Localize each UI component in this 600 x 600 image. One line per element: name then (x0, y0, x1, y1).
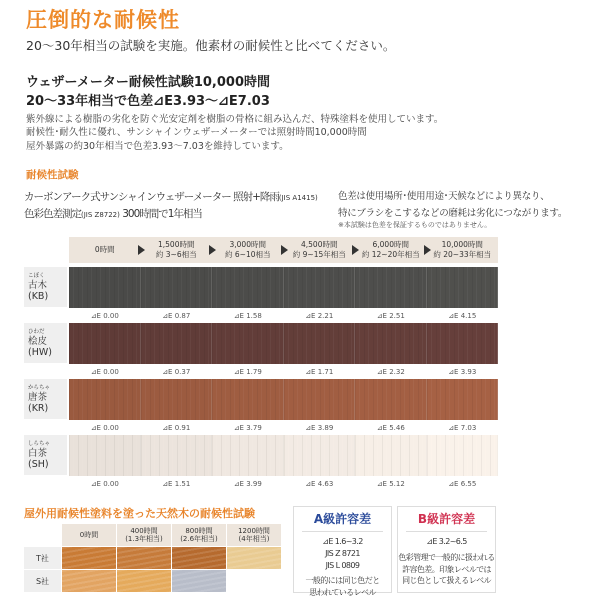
wood-swatch (117, 547, 171, 569)
delta-e-value: ⊿E 2.32 (376, 368, 405, 376)
tolerance-spec: ⊿E 3.2~6.5 (426, 537, 467, 547)
time-years: (4年相当) (238, 535, 270, 543)
swatch-row (69, 267, 498, 308)
time-column-header (141, 237, 213, 263)
color-label (24, 267, 67, 307)
color-label (24, 379, 67, 419)
delta-e-value: ⊿E 4.15 (448, 312, 477, 320)
color-swatch (212, 267, 284, 308)
subtitle: 20〜30年相当の試験を実施。他素材の耐候性と比べてください。 (26, 38, 396, 53)
time-hours: 0時間 (79, 530, 99, 539)
color-swatch (141, 435, 213, 476)
test-measure-text: 300時間で1年相当 (119, 208, 202, 220)
color-swatch (141, 267, 213, 308)
body-line: 屋外暴露の約30年相当で色差3.93〜7.03を維持しています。 (26, 141, 289, 152)
grade-b-box (397, 506, 496, 593)
color-swatch (427, 323, 499, 364)
delta-e-value: ⊿E 6.55 (448, 480, 477, 488)
color-swatch (212, 435, 284, 476)
color-swatch (427, 267, 499, 308)
wood-swatch (227, 547, 281, 569)
time-header (69, 237, 498, 263)
grade-a-content (294, 536, 391, 598)
wood-swatch (62, 570, 116, 592)
time-column-header (69, 237, 141, 263)
tolerance-spec: JIS L 0809 (325, 560, 360, 570)
natural-column-header (227, 524, 281, 546)
color-ruby: しらちゃ (28, 441, 51, 447)
delta-e-row (69, 424, 498, 432)
delta-e-value: ⊿E 0.00 (90, 312, 119, 320)
delta-e-value: ⊿E 0.87 (162, 312, 191, 320)
color-swatch (141, 379, 213, 420)
wood-swatch (172, 570, 226, 592)
description-line: 同じ色として扱えるレベル (402, 576, 491, 586)
delta-e-value: ⊿E 0.37 (162, 368, 191, 376)
description-line: 色彩管理で一般的に扱われる (398, 552, 495, 562)
tolerance-description (398, 552, 495, 587)
color-swatch (355, 267, 427, 308)
color-swatch (284, 267, 356, 308)
tolerance-description (294, 575, 391, 598)
page-title: 圧倒的な耐候性 (26, 8, 180, 32)
delta-e-value: ⊿E 3.79 (233, 424, 262, 432)
color-swatch (284, 379, 356, 420)
disclaimer: ※本試験は色差を保証するものではありません。 (338, 221, 492, 229)
note: 特にブラシをこするなどの磨耗は劣化につながります。 (338, 208, 568, 219)
time-years: 約 12~20年相当 (361, 250, 420, 259)
body-line: 紫外線による樹脂の劣化を防ぐ光安定剤を樹脂の骨格に組み込んだ、特殊塗料を使用しています。 (26, 114, 444, 125)
tolerance-spec: JIS Z 8721 (325, 548, 360, 558)
natural-column-header (117, 524, 171, 546)
headline-1: ウェザーメーター耐候性試験10,000時間 (26, 75, 270, 90)
delta-e-value: ⊿E 3.89 (305, 424, 334, 432)
grade-b-content (398, 536, 495, 586)
body-line: 耐候性･耐久性に優れ、サンシャインウェザーメーターでは照射時間10,000時間 (26, 127, 367, 138)
natural-row (24, 570, 282, 592)
test-method-text: カーボンアーク式サンシャインウェザーメーター 照射+降雨 (24, 191, 279, 203)
time-years: (2.6年相当) (180, 535, 218, 543)
delta-e-value: ⊿E 2.51 (376, 312, 405, 320)
jis-ref: (JIS Z8722) (81, 211, 120, 219)
color-swatch (284, 323, 356, 364)
delta-e-row (69, 480, 498, 488)
color-swatch (141, 323, 213, 364)
color-name: 唐茶(KR) (28, 391, 49, 414)
time-hours: 4,500時間 (301, 240, 338, 250)
delta-e-row (69, 312, 498, 320)
delta-e-value: ⊿E 3.99 (233, 480, 262, 488)
company-label: S社 (24, 570, 61, 592)
time-hours: 6,000時間 (372, 240, 409, 250)
color-swatch (427, 379, 499, 420)
swatch-row (69, 435, 498, 476)
wood-swatch (117, 570, 171, 592)
color-swatch (69, 267, 141, 308)
delta-e-row (69, 368, 498, 376)
delta-e-value: ⊿E 5.46 (376, 424, 405, 432)
delta-e-value: ⊿E 5.12 (376, 480, 405, 488)
test-heading: 耐候性試験 (26, 169, 79, 181)
wood-swatch (62, 547, 116, 569)
note: 色差は使用場所･使用用途･天候などにより異なり、 (338, 191, 550, 202)
time-hours: 0時間 (94, 245, 115, 255)
time-years: 約 9~15年相当 (292, 250, 346, 259)
color-swatch (355, 379, 427, 420)
time-column-header (355, 237, 427, 263)
color-swatch (284, 435, 356, 476)
delta-e-value: ⊿E 2.21 (305, 312, 334, 320)
description-line: 許容色差。印象レベルでは (402, 564, 491, 574)
time-years: 約 3~6相当 (155, 250, 197, 259)
delta-e-value: ⊿E 4.63 (305, 480, 334, 488)
color-name: 桧皮(HW) (28, 335, 52, 358)
delta-e-value: ⊿E 7.03 (448, 424, 477, 432)
natural-row (24, 547, 282, 569)
headline-2: 20〜33年相当で色差⊿E3.93〜⊿E7.03 (26, 94, 270, 109)
delta-e-value: ⊿E 1.51 (162, 480, 191, 488)
natural-column-header (62, 524, 116, 546)
grade-b-title: B級許容差 (406, 511, 487, 532)
time-years: 約 20~33年相当 (433, 250, 492, 259)
description-line: 思われているレベル (309, 587, 376, 597)
time-column-header (284, 237, 356, 263)
delta-e-value: ⊿E 1.58 (233, 312, 262, 320)
wood-swatch (172, 547, 226, 569)
color-swatch (69, 323, 141, 364)
time-hours: 1,500時間 (158, 240, 195, 250)
delta-e-value: ⊿E 1.79 (233, 368, 262, 376)
delta-e-value: ⊿E 0.00 (90, 424, 119, 432)
color-swatch (212, 323, 284, 364)
natural-header-row (24, 524, 282, 546)
color-ruby: ひわだ (28, 329, 45, 335)
natural-wood-table (24, 524, 282, 593)
corner (24, 524, 61, 546)
delta-e-value: ⊿E 0.91 (162, 424, 191, 432)
time-column-header (212, 237, 284, 263)
color-name: 古木(KB) (28, 279, 49, 302)
time-hours: 400時間 (130, 526, 158, 535)
time-years: 約 6~10相当 (225, 250, 271, 259)
wood-swatch (227, 570, 281, 592)
color-swatch (355, 323, 427, 364)
time-hours: 1200時間 (238, 526, 270, 535)
color-ruby: からちゃ (28, 385, 51, 391)
color-label (24, 435, 67, 475)
grade-a-box (293, 506, 392, 597)
jis-ref: (JIS A1415) (278, 194, 318, 202)
delta-e-value: ⊿E 0.00 (90, 368, 119, 376)
color-swatch (355, 435, 427, 476)
color-label (24, 323, 67, 363)
tolerance-spec: ⊿E 1.6~3.2 (322, 537, 363, 547)
test-measure-text: 色彩色差測定 (24, 208, 81, 220)
color-ruby: こぼく (28, 273, 45, 279)
delta-e-value: ⊿E 0.00 (90, 480, 119, 488)
time-hours: 3,000時間 (229, 240, 266, 250)
swatch-row (69, 323, 498, 364)
test-method (24, 189, 318, 204)
delta-e-value: ⊿E 1.71 (305, 368, 334, 376)
time-years: (1.3年相当) (125, 535, 163, 543)
natural-column-header (172, 524, 226, 546)
time-hours: 10,000時間 (441, 240, 483, 250)
color-swatch (69, 379, 141, 420)
grade-a-title: A級許容差 (302, 511, 383, 532)
color-name: 白茶(SH) (28, 447, 49, 470)
delta-e-value: ⊿E 3.93 (448, 368, 477, 376)
time-column-header (427, 237, 499, 263)
natural-wood-heading: 屋外用耐候性塗料を塗った天然木の耐候性試験 (24, 507, 255, 520)
swatch-row (69, 379, 498, 420)
color-swatch (212, 379, 284, 420)
test-measure (24, 206, 202, 221)
description-line: 一般的には同じ色だと (305, 576, 380, 586)
color-swatch (69, 435, 141, 476)
color-swatch (427, 435, 499, 476)
time-hours: 800時間 (185, 526, 213, 535)
company-label: T社 (24, 547, 61, 569)
